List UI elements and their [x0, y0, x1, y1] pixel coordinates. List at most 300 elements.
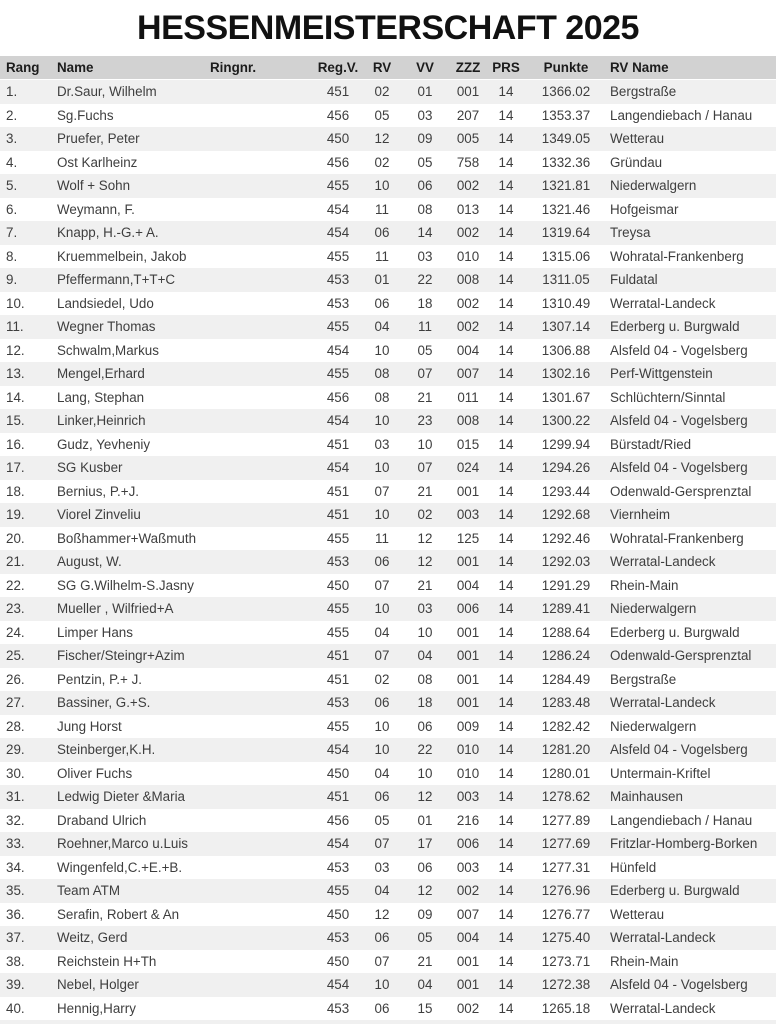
- cell-zzz: 004: [456, 342, 480, 358]
- cell-punkte: 1276.77: [541, 906, 591, 922]
- cell-zzz: 003: [456, 859, 480, 875]
- cell-name: Landsiedel, Udo: [57, 295, 154, 311]
- table-row: [0, 738, 776, 762]
- cell-rvname: Niederwalgern: [610, 601, 697, 616]
- cell-rvname: Werratal-Landeck: [610, 295, 716, 311]
- table-body: [0, 80, 776, 1020]
- cell-prs: 14: [498, 624, 514, 640]
- cell-rang: 6.: [6, 201, 18, 217]
- cell-ringnr: [210, 104, 312, 128]
- cell-ringnr: [210, 550, 312, 574]
- cell-rv: 07: [374, 953, 390, 969]
- cell-rvname: Werratal-Landeck: [610, 554, 716, 569]
- col-header-name: Name: [57, 60, 94, 75]
- cell-prs: 14: [498, 601, 514, 616]
- cell-rang: 3.: [6, 131, 18, 146]
- cell-rv: 06: [374, 295, 390, 311]
- cell-name: Ledwig Dieter &Maria: [57, 789, 186, 804]
- cell-zzz: 008: [456, 413, 480, 428]
- cell-zzz: 007: [456, 906, 480, 922]
- cell-rv: 10: [374, 601, 390, 616]
- cell-ringnr: [210, 973, 312, 997]
- cell-regv: 454: [326, 342, 350, 358]
- cell-zzz: 010: [456, 742, 480, 757]
- cell-zzz: 010: [456, 765, 480, 781]
- cell-rv: 06: [374, 930, 390, 945]
- cell-punkte: 1277.89: [541, 812, 591, 828]
- cell-rang: 11.: [6, 319, 24, 334]
- cell-regv: 455: [326, 530, 350, 546]
- cell-prs: 14: [498, 248, 514, 264]
- cell-rang: 28.: [6, 718, 25, 734]
- cell-name: Pentzin, P.+ J.: [57, 671, 142, 687]
- cell-rvname: Wetterau: [610, 906, 665, 922]
- cell-rvname: Odenwald-Gersprenztal: [610, 483, 752, 499]
- cell-ringnr: [210, 597, 312, 621]
- cell-rvname: Bergstraße: [610, 84, 677, 99]
- cell-vv: 06: [417, 718, 433, 734]
- cell-name: Linker,Heinrich: [57, 413, 146, 428]
- cell-punkte: 1319.64: [541, 225, 591, 240]
- cell-name: Draband Ulrich: [57, 812, 147, 828]
- cell-vv: 03: [417, 601, 433, 616]
- cell-rang: 24.: [6, 624, 25, 640]
- cell-rvname: Mainhausen: [610, 789, 683, 804]
- cell-punkte: 1294.26: [541, 460, 591, 475]
- table-row: [0, 597, 776, 621]
- cell-rv: 10: [374, 178, 390, 193]
- table-row: [0, 503, 776, 527]
- table-row: [0, 339, 776, 363]
- cell-zzz: 013: [456, 201, 480, 217]
- cell-regv: 455: [326, 718, 350, 734]
- cell-ringnr: [210, 574, 312, 598]
- cell-ringnr: [210, 409, 312, 433]
- cell-name: Limper Hans: [57, 624, 133, 640]
- cell-rvname: Rhein-Main: [610, 577, 679, 593]
- cell-regv: 454: [326, 977, 350, 992]
- cell-ringnr: [210, 339, 312, 363]
- cell-rvname: Ederberg u. Burgwald: [610, 624, 740, 640]
- cell-rv: 01: [374, 272, 390, 287]
- cell-vv: 02: [417, 507, 433, 522]
- cell-prs: 14: [498, 977, 514, 992]
- cell-zzz: 207: [456, 107, 480, 123]
- cell-prs: 14: [498, 765, 514, 781]
- cell-prs: 14: [498, 671, 514, 687]
- cell-vv: 10: [417, 765, 433, 781]
- empty-partial-row: [0, 1020, 776, 1024]
- cell-punkte: 1284.49: [541, 671, 591, 687]
- cell-zzz: 007: [456, 366, 480, 381]
- cell-prs: 14: [498, 342, 514, 358]
- cell-regv: 453: [326, 930, 350, 945]
- cell-rvname: Ederberg u. Burgwald: [610, 883, 740, 898]
- cell-name: Ost Karlheinz: [57, 154, 138, 170]
- cell-punkte: 1286.24: [541, 648, 591, 663]
- cell-name: SG G.Wilhelm-S.Jasny: [57, 577, 194, 593]
- cell-name: Pfeffermann,T+T+C: [57, 272, 176, 287]
- cell-regv: 451: [326, 84, 350, 99]
- cell-punkte: 1289.41: [541, 601, 591, 616]
- cell-punkte: 1292.68: [541, 507, 591, 522]
- cell-name: Fischer/Steingr+Azim: [57, 648, 185, 663]
- cell-rang: 30.: [6, 765, 25, 781]
- cell-vv: 15: [417, 1000, 433, 1016]
- cell-rv: 05: [374, 812, 390, 828]
- cell-name: Viorel Zinveliu: [57, 507, 141, 522]
- cell-regv: 451: [326, 671, 350, 687]
- cell-punkte: 1277.31: [541, 859, 591, 875]
- table-row: [0, 433, 776, 457]
- cell-name: Jung Horst: [57, 718, 122, 734]
- cell-zzz: 001: [456, 977, 480, 992]
- col-header-vv: VV: [416, 60, 434, 75]
- cell-rvname: Ederberg u. Burgwald: [610, 319, 740, 334]
- cell-regv: 456: [326, 154, 350, 170]
- cell-prs: 14: [498, 906, 514, 922]
- cell-prs: 14: [498, 812, 514, 828]
- cell-rv: 06: [374, 695, 390, 710]
- cell-rang: 32.: [6, 812, 25, 828]
- cell-rang: 35.: [6, 883, 25, 898]
- table-row: [0, 527, 776, 551]
- cell-punkte: 1321.46: [541, 201, 591, 217]
- cell-name: Sg.Fuchs: [57, 107, 114, 123]
- table-row: [0, 856, 776, 880]
- cell-ringnr: [210, 621, 312, 645]
- cell-rang: 8.: [6, 248, 18, 264]
- cell-vv: 06: [417, 178, 433, 193]
- cell-name: Roehner,Marco u.Luis: [57, 836, 189, 851]
- cell-vv: 12: [417, 554, 433, 569]
- cell-rang: 25.: [6, 648, 25, 663]
- cell-vv: 21: [417, 953, 433, 969]
- cell-zzz: 001: [456, 84, 480, 99]
- cell-regv: 450: [326, 131, 350, 146]
- cell-ringnr: [210, 832, 312, 856]
- table-header-row: [0, 56, 776, 80]
- cell-regv: 450: [326, 765, 350, 781]
- cell-punkte: 1299.94: [541, 436, 591, 452]
- table-row: [0, 715, 776, 739]
- cell-rvname: Hünfeld: [610, 859, 657, 875]
- cell-rang: 39.: [6, 977, 25, 992]
- cell-rang: 14.: [6, 389, 25, 405]
- cell-prs: 14: [498, 131, 514, 146]
- cell-prs: 14: [498, 742, 514, 757]
- cell-zzz: 003: [456, 789, 480, 804]
- col-header-punkte: Punkte: [543, 60, 589, 75]
- cell-rvname: Werratal-Landeck: [610, 1000, 716, 1016]
- cell-name: Wegner Thomas: [57, 319, 156, 334]
- cell-name: Gudz, Yevheniy: [57, 436, 151, 452]
- cell-rvname: Alsfeld 04 - Vogelsberg: [610, 742, 748, 757]
- cell-rang: 23.: [6, 601, 25, 616]
- cell-punkte: 1276.96: [541, 883, 591, 898]
- table-row: [0, 926, 776, 950]
- cell-punkte: 1280.01: [541, 765, 591, 781]
- cell-rang: 27.: [6, 695, 25, 710]
- cell-rv: 02: [374, 84, 390, 99]
- cell-prs: 14: [498, 436, 514, 452]
- table-row: [0, 221, 776, 245]
- cell-prs: 14: [498, 554, 514, 569]
- table-row: [0, 973, 776, 997]
- cell-regv: 451: [326, 483, 350, 499]
- cell-rang: 18.: [6, 483, 25, 499]
- table-row: [0, 668, 776, 692]
- cell-punkte: 1332.36: [541, 154, 591, 170]
- col-header-prs: PRS: [492, 60, 520, 75]
- cell-regv: 455: [326, 248, 350, 264]
- cell-name: Hennig,Harry: [57, 1000, 136, 1016]
- cell-rvname: Werratal-Landeck: [610, 695, 716, 710]
- cell-rvname: Niederwalgern: [610, 178, 697, 193]
- cell-regv: 453: [326, 695, 350, 710]
- cell-vv: 21: [417, 577, 433, 593]
- cell-punkte: 1292.03: [541, 554, 591, 569]
- cell-punkte: 1278.62: [541, 789, 591, 804]
- cell-vv: 17: [417, 836, 433, 851]
- cell-rang: 21.: [6, 554, 25, 569]
- cell-ringnr: [210, 221, 312, 245]
- cell-prs: 14: [498, 460, 514, 475]
- cell-ringnr: [210, 245, 312, 269]
- cell-ringnr: [210, 433, 312, 457]
- cell-rvname: Fritzlar-Homberg-Borken: [610, 836, 758, 851]
- cell-prs: 14: [498, 84, 514, 99]
- cell-punkte: 1349.05: [541, 131, 591, 146]
- cell-prs: 14: [498, 107, 514, 123]
- table-row: [0, 80, 776, 104]
- cell-rang: 36.: [6, 906, 25, 922]
- cell-rv: 10: [374, 977, 390, 992]
- cell-name: Pruefer, Peter: [57, 131, 140, 146]
- cell-zzz: 758: [456, 154, 480, 170]
- cell-rv: 06: [374, 789, 390, 804]
- cell-rvname: Viernheim: [610, 507, 671, 522]
- cell-rang: 22.: [6, 577, 25, 593]
- cell-ringnr: [210, 292, 312, 316]
- cell-name: Schwalm,Markus: [57, 342, 159, 358]
- cell-regv: 454: [326, 836, 350, 851]
- cell-rvname: Alsfeld 04 - Vogelsberg: [610, 977, 748, 992]
- cell-rang: 31.: [6, 789, 25, 804]
- cell-name: Wolf + Sohn: [57, 178, 131, 193]
- cell-rv: 03: [374, 859, 390, 875]
- col-header-regv: Reg.V.: [317, 60, 359, 75]
- cell-name: SG Kusber: [57, 460, 123, 475]
- cell-name: Nebel, Holger: [57, 977, 139, 992]
- cell-zzz: 002: [456, 1000, 480, 1016]
- cell-punkte: 1275.40: [541, 930, 591, 945]
- cell-regv: 456: [326, 389, 350, 405]
- cell-name: August, W.: [57, 554, 122, 569]
- cell-vv: 22: [417, 272, 433, 287]
- cell-vv: 08: [417, 671, 433, 687]
- cell-rang: 9.: [6, 272, 18, 287]
- cell-name: Oliver Fuchs: [57, 765, 133, 781]
- cell-ringnr: [210, 926, 312, 950]
- cell-prs: 14: [498, 389, 514, 405]
- cell-prs: 14: [498, 295, 514, 311]
- cell-ringnr: [210, 198, 312, 222]
- cell-vv: 09: [417, 131, 433, 146]
- cell-rang: 17.: [6, 460, 25, 475]
- cell-rv: 12: [374, 131, 390, 146]
- cell-punkte: 1282.42: [541, 718, 591, 734]
- cell-zzz: 001: [456, 953, 480, 969]
- cell-prs: 14: [498, 507, 514, 522]
- cell-name: Mueller , Wilfried+A: [57, 601, 174, 616]
- cell-ringnr: [210, 456, 312, 480]
- cell-prs: 14: [498, 836, 514, 851]
- cell-zzz: 002: [456, 883, 480, 898]
- cell-punkte: 1310.49: [541, 295, 591, 311]
- cell-vv: 01: [417, 812, 433, 828]
- cell-rang: 1.: [6, 84, 18, 99]
- table-row: [0, 903, 776, 927]
- cell-rang: 2.: [6, 107, 18, 123]
- cell-name: Lang, Stephan: [57, 389, 145, 405]
- cell-ringnr: [210, 997, 312, 1021]
- cell-ringnr: [210, 386, 312, 410]
- cell-zzz: 002: [456, 225, 480, 240]
- cell-rvname: Wohratal-Frankenberg: [610, 248, 744, 264]
- cell-rv: 10: [374, 342, 390, 358]
- cell-prs: 14: [498, 272, 514, 287]
- cell-regv: 456: [326, 812, 350, 828]
- cell-rvname: Schlüchtern/Sinntal: [610, 389, 726, 405]
- cell-vv: 03: [417, 248, 433, 264]
- cell-rvname: Langendiebach / Hanau: [610, 812, 753, 828]
- cell-zzz: 125: [456, 530, 480, 546]
- cell-prs: 14: [498, 201, 514, 217]
- cell-rang: 33.: [6, 836, 25, 851]
- cell-regv: 454: [326, 225, 350, 240]
- cell-ringnr: [210, 527, 312, 551]
- cell-rvname: Fuldatal: [610, 272, 658, 287]
- cell-rv: 10: [374, 507, 390, 522]
- cell-zzz: 001: [456, 554, 480, 569]
- cell-vv: 07: [417, 460, 433, 475]
- cell-regv: 455: [326, 883, 350, 898]
- cell-vv: 12: [417, 530, 433, 546]
- cell-punkte: 1321.81: [541, 178, 591, 193]
- cell-prs: 14: [498, 319, 514, 334]
- cell-rv: 05: [374, 107, 390, 123]
- table-row: [0, 644, 776, 668]
- cell-rvname: Bergstraße: [610, 671, 677, 687]
- cell-regv: 455: [326, 178, 350, 193]
- table-row: [0, 174, 776, 198]
- cell-vv: 06: [417, 859, 433, 875]
- cell-regv: 455: [326, 319, 350, 334]
- cell-punkte: 1272.38: [541, 977, 591, 992]
- cell-vv: 12: [417, 789, 433, 804]
- cell-zzz: 004: [456, 930, 480, 945]
- cell-punkte: 1366.02: [541, 84, 591, 99]
- cell-rv: 10: [374, 460, 390, 475]
- table-row: [0, 997, 776, 1021]
- cell-punkte: 1293.44: [541, 483, 591, 499]
- cell-name: Weitz, Gerd: [57, 930, 128, 945]
- cell-name: Bernius, P.+J.: [57, 483, 140, 499]
- title-bar: [0, 0, 776, 56]
- cell-rvname: Rhein-Main: [610, 953, 679, 969]
- cell-rvname: Werratal-Landeck: [610, 930, 716, 945]
- cell-rvname: Treysa: [610, 225, 651, 240]
- cell-ringnr: [210, 80, 312, 104]
- cell-punkte: 1291.29: [541, 577, 591, 593]
- cell-prs: 14: [498, 366, 514, 381]
- cell-rv: 10: [374, 718, 390, 734]
- cell-rvname: Gründau: [610, 154, 663, 170]
- cell-vv: 12: [417, 883, 433, 898]
- cell-vv: 05: [417, 154, 433, 170]
- cell-name: Team ATM: [57, 883, 120, 898]
- cell-rv: 02: [374, 671, 390, 687]
- cell-rang: 10.: [6, 295, 25, 311]
- cell-zzz: 002: [456, 178, 480, 193]
- cell-rv: 06: [374, 225, 390, 240]
- table-row: [0, 480, 776, 504]
- cell-ringnr: [210, 174, 312, 198]
- cell-regv: 455: [326, 601, 350, 616]
- cell-vv: 05: [417, 342, 433, 358]
- cell-punkte: 1306.88: [541, 342, 591, 358]
- page-title: HESSENMEISTERSCHAFT 2025: [137, 8, 639, 47]
- cell-regv: 454: [326, 201, 350, 217]
- cell-prs: 14: [498, 225, 514, 240]
- cell-vv: 18: [417, 295, 433, 311]
- cell-prs: 14: [498, 930, 514, 945]
- cell-rvname: Wetterau: [610, 131, 665, 146]
- cell-name: Wingenfeld,C.+E.+B.: [57, 859, 183, 875]
- cell-vv: 21: [417, 483, 433, 499]
- cell-ringnr: [210, 950, 312, 974]
- cell-zzz: 009: [456, 718, 480, 734]
- cell-rvname: Niederwalgern: [610, 718, 697, 734]
- cell-rang: 29.: [6, 742, 25, 757]
- cell-rv: 03: [374, 436, 390, 452]
- cell-punkte: 1307.14: [541, 319, 591, 334]
- table-row: [0, 151, 776, 175]
- cell-rang: 4.: [6, 154, 18, 170]
- cell-zzz: 001: [456, 671, 480, 687]
- cell-regv: 455: [326, 366, 350, 381]
- cell-zzz: 015: [456, 436, 480, 452]
- cell-punkte: 1288.64: [541, 624, 591, 640]
- table-row: [0, 268, 776, 292]
- cell-rv: 06: [374, 1000, 390, 1016]
- cell-punkte: 1277.69: [541, 836, 591, 851]
- cell-rv: 06: [374, 554, 390, 569]
- cell-rang: 7.: [6, 225, 18, 240]
- table-row: [0, 809, 776, 833]
- cell-regv: 453: [326, 554, 350, 569]
- cell-punkte: 1300.22: [541, 413, 591, 428]
- cell-rv: 07: [374, 577, 390, 593]
- cell-prs: 14: [498, 718, 514, 734]
- cell-rvname: Alsfeld 04 - Vogelsberg: [610, 342, 748, 358]
- cell-name: Knapp, H.-G.+ A.: [57, 225, 159, 240]
- cell-rv: 04: [374, 765, 390, 781]
- col-header-rv: RV: [372, 60, 392, 75]
- cell-prs: 14: [498, 154, 514, 170]
- cell-vv: 05: [417, 930, 433, 945]
